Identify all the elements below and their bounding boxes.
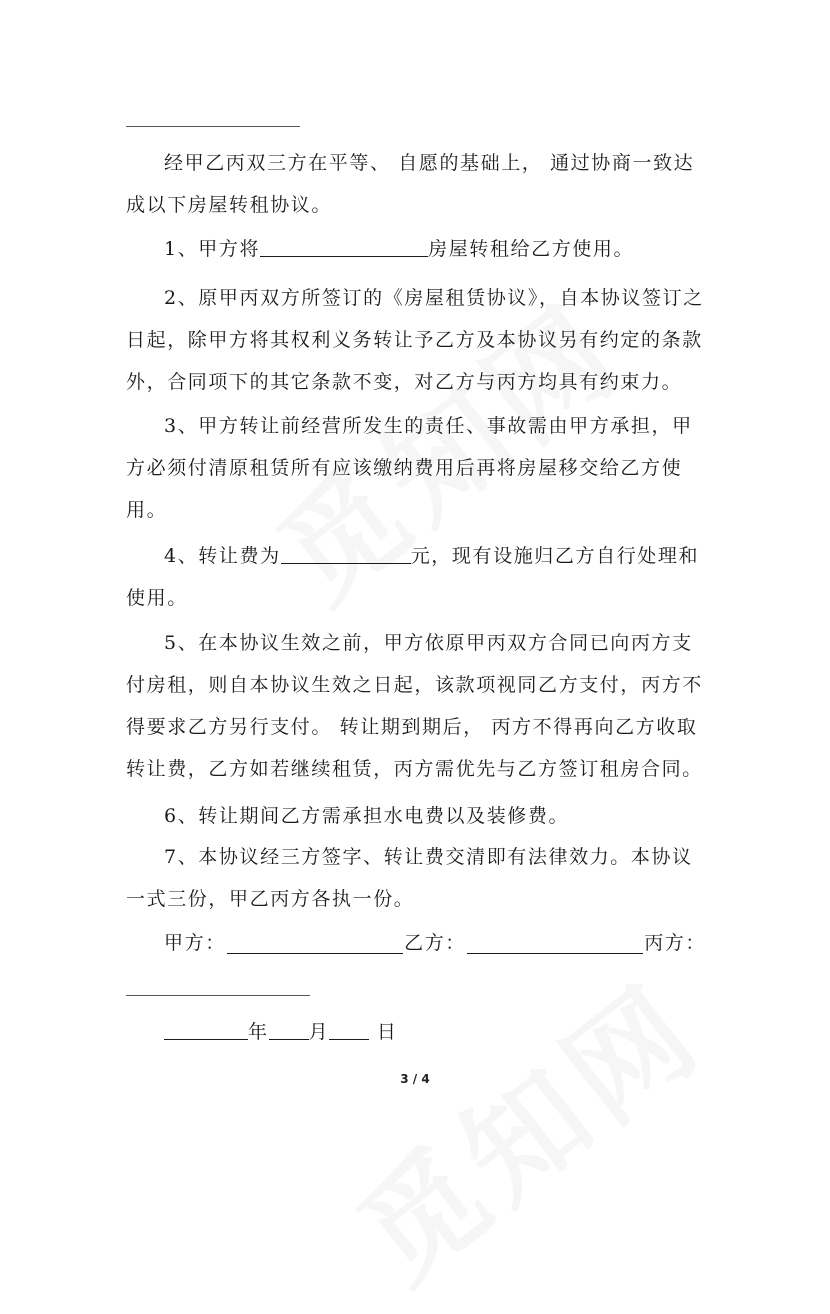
page-number: 3 / 4 — [400, 1072, 430, 1086]
month-label: 月 — [308, 1021, 330, 1043]
clause-1-pre: 1、甲方将 — [164, 238, 261, 260]
month-blank[interactable] — [269, 1019, 309, 1040]
clause-7-text: 7、本协议经三方签字、转让费交清即有法律效力。本协议一式三份，甲乙丙方各执一份。 — [126, 846, 693, 910]
clause-4 — [126, 535, 706, 619]
date-line — [164, 1011, 397, 1053]
clause-1 — [126, 228, 706, 270]
clause-2-text: 2、原甲丙双方所签订的《房屋租赁协议》，自本协议签订之日起，除甲方将其权利义务转让予乙方及本协议另有约定的条款外，合同项下的其它条款不变，对乙方与丙方均具有约束力。 — [126, 287, 704, 393]
clause-4-post: 元，现有设施归乙方自行处理和使用。 — [126, 545, 700, 609]
year-blank[interactable] — [164, 1019, 248, 1040]
day-label: 日 — [376, 1021, 398, 1043]
clause-4-pre: 4、转让费为 — [164, 545, 281, 567]
clause-5 — [126, 622, 706, 790]
clause-1-post: 房屋转租给乙方使用。 — [428, 238, 635, 260]
party-a-blank[interactable] — [227, 933, 403, 954]
property-blank[interactable] — [260, 236, 428, 257]
day-blank[interactable] — [329, 1019, 369, 1040]
intro-paragraph — [126, 142, 706, 226]
clause-3 — [126, 405, 706, 531]
party-a-label: 甲方： — [164, 932, 226, 954]
top-rule — [126, 126, 300, 127]
fee-blank[interactable] — [281, 543, 411, 564]
party-c-label: 丙方： — [644, 932, 706, 954]
intro-text: 经甲乙丙双三方在平等、 自愿的基础上， 通过协商一致达成以下房屋转租协议。 — [126, 152, 695, 216]
clause-2 — [126, 277, 706, 403]
clause-3-text: 3、甲方转让前经营所发生的责任、事故需由甲方承担，甲方必须付清原租赁所有应该缴纳费用后再将房屋移交给乙方使用。 — [126, 415, 693, 521]
clause-7 — [126, 836, 706, 920]
party-b-blank[interactable] — [467, 933, 643, 954]
clause-6-text: 6、转让期间乙方需承担水电费以及装修费。 — [164, 805, 570, 827]
watermark-bottom — [318, 938, 731, 1314]
year-label: 年 — [248, 1021, 269, 1043]
clause-5-text: 5、在本协议生效之前，甲方依原甲丙双方合同已向丙方支付房租，则自本协议生效之日起，该款项视同乙方支付，丙方不得要求乙方另行支付。 转让期到期后， 丙方不得再向乙方收取转让费，乙方如若继续租赁，丙方需优先与乙方签订租房合同。 — [126, 632, 703, 780]
signature-continuation-rule — [126, 995, 310, 996]
signature-line — [126, 922, 706, 964]
clause-6 — [126, 795, 706, 837]
party-b-label: 乙方： — [404, 932, 466, 954]
